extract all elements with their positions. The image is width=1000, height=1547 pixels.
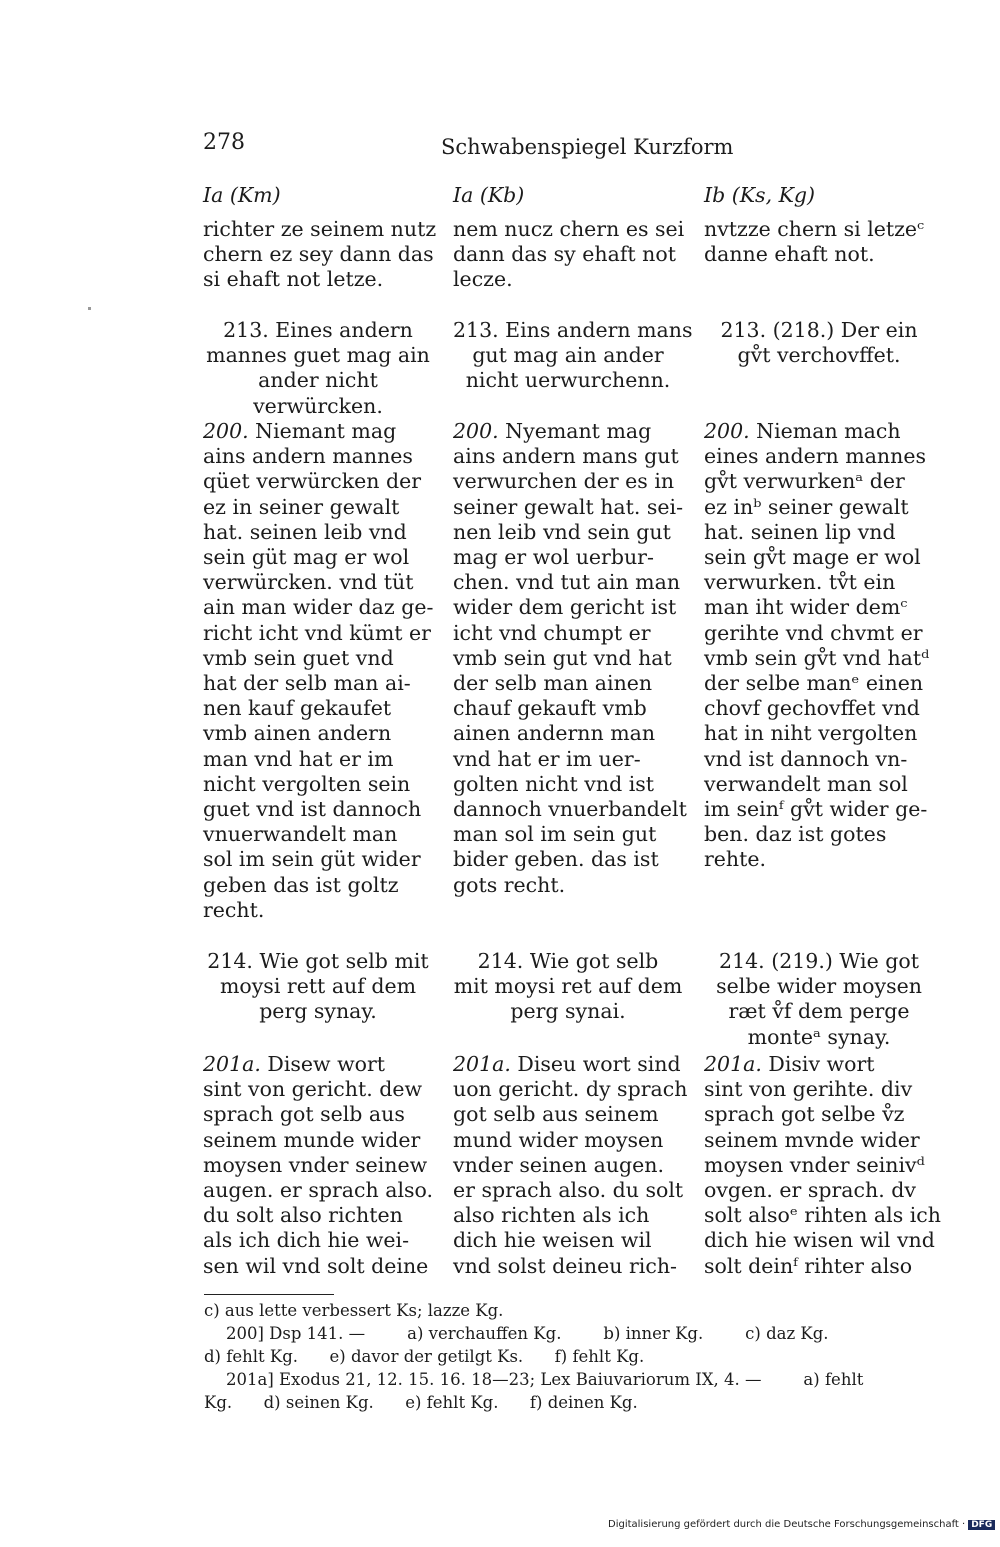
paragraph-text: Disew wort sint von gericht. dew sprach got selb aus seinem munde wider moysen vnder seinew augen. er sprach also. du solt also richten als ich dich hie wei- sen wil vnd solt deine: [203, 1052, 434, 1278]
column-top-text: richter ze seinem nutz chern ez sey dann das si ehaft not letze.: [203, 217, 437, 292]
paragraph-201a: [203, 1052, 433, 1279]
footnote-line: d) fehlt Kg. e) davor der getilgt Ks. f) fehlt Kg.: [204, 1347, 645, 1366]
column-siglum: Ia (Km): [203, 183, 281, 207]
credit-text: Digitalisierung gefördert durch die Deutsche Forschungsgemeinschaft ·: [608, 1519, 966, 1530]
footnote-line: Kg. d) seinen Kg. e) fehlt Kg. f) deinen Kg.: [204, 1393, 638, 1412]
dfg-logo: DFG: [968, 1520, 995, 1530]
section-heading-213: 213. Eines andern mannes guet mag ain ander nicht verwürcken.: [206, 318, 430, 418]
paragraph-number: 201a.: [203, 1052, 261, 1076]
footnote-line: 200] Dsp 141. — a) verchauffen Kg. b) inner Kg. c) daz Kg.: [226, 1324, 829, 1343]
paragraph-text: Nyemant mag ains andern mans gut verwurchen der es in seiner gewalt hat. sei- nen leib vnd sein gut mag er wol uerbur- chen. vnd tut ain man wider dem gericht ist icht vnd chumpt er vmb sein gut vnd hat der selb man ainen chauf gekauft vmb ainen andernn man vnd hat er im uer- golten nicht vnd ist dannoch vnuerbandelt man sol im sein gut bider geben. das ist gots recht.: [453, 419, 687, 897]
section-heading-214: 214. Wie got selb mit moysi ret auf dem perg synai.: [453, 949, 683, 1024]
paragraph-number: 201a.: [704, 1052, 762, 1076]
scan-speck: [88, 307, 91, 310]
section-heading-214: 214. (219.) Wie got selbe wider moysen ræt v̊f dem perge monteᵃ synay.: [716, 949, 922, 1049]
paragraph-200: [453, 419, 687, 898]
paragraph-text: Diseu wort sind uon gericht. dy sprach got selb aus seinem mund wider moysen vnder seinen augen. er sprach also. du solt also richten als ich dich hie weisen wil vnd solst deineu rich-: [453, 1052, 688, 1278]
column-top-text: nvtzze chern si letzeᶜ danne ehaft not.: [704, 217, 925, 267]
paragraph-200: [203, 419, 433, 923]
paragraph-text: Nieman mach eines andern mannes gv̊t verwurkenᵃ der ez inᵇ seiner gewalt hat. seinen lip vnd sein gv̊t mage er wol verwurken. tv̊t ein man iht wider demᶜ gerihte vnd chvmt er vmb sein gv̊t vnd hatᵈ der selbe manᵉ einen chovf gechovffet vnd hat in niht vergolten vnd ist dannoch vn- verwandelt man sol im seinᶠ gv̊t wider ge- ben. daz ist gotes rehte.: [704, 419, 930, 872]
paragraph-201a: [453, 1052, 688, 1279]
paragraph-text: Niemant mag ains andern mannes qüet verwürcken der ez in seiner gewalt hat. seinen leib vnd sein güt mag er wol verwürcken. vnd tüt ain man wider daz ge- richt icht vnd kümt er vmb sein guet vnd hat der selb man ai- nen kauf gekaufet vmb ainen andern man vnd hat er im nicht vergolten sein guet vnd ist dannoch vnuerwandelt man sol im sein güt wider geben das ist goltz recht.: [203, 419, 434, 922]
paragraph-number: 200.: [453, 419, 499, 443]
section-heading-213: 213. (218.) Der ein gv̊t verchovffet.: [720, 318, 918, 368]
paragraph-number: 200.: [203, 419, 249, 443]
footnote-rule: [204, 1294, 334, 1295]
footnote-line: c) aus lette verbessert Ks; lazze Kg.: [204, 1301, 504, 1320]
section-heading-214: 214. Wie got selb mit moysi rett auf dem perg synay.: [207, 949, 429, 1024]
column-top-text: nem nucz chern es sei dann das sy ehaft not lecze.: [453, 217, 685, 292]
section-heading-213: 213. Eins andern mans gut mag ain ander nicht uerwurchenn.: [453, 318, 693, 393]
column-siglum: Ib (Ks, Kg): [704, 183, 816, 207]
paragraph-number: 200.: [704, 419, 750, 443]
digitization-credit: [608, 1519, 995, 1530]
paragraph-number: 201a.: [453, 1052, 511, 1076]
page-number: 278: [203, 130, 245, 155]
running-head: Schwabenspiegel Kurzform: [441, 135, 734, 159]
paragraph-201a: [704, 1052, 941, 1279]
paragraph-text: Disiv wort sint von gerihte. div sprach got selbe v̊z seinem mvnde wider moysen vnder seinivᵈ ovgen. er sprach. dv solt alsoᵉ rihten als ich dich hie wisen wil vnd solt deinᶠ rihter also: [704, 1052, 941, 1278]
footnotes: [204, 1299, 936, 1414]
paragraph-200: [704, 419, 934, 873]
column-siglum: Ia (Kb): [453, 183, 525, 207]
footnote-line: 201a] Exodus 21, 12. 15. 16. 18—23; Lex Baiuvariorum IX, 4. — a) fehlt: [226, 1370, 864, 1389]
